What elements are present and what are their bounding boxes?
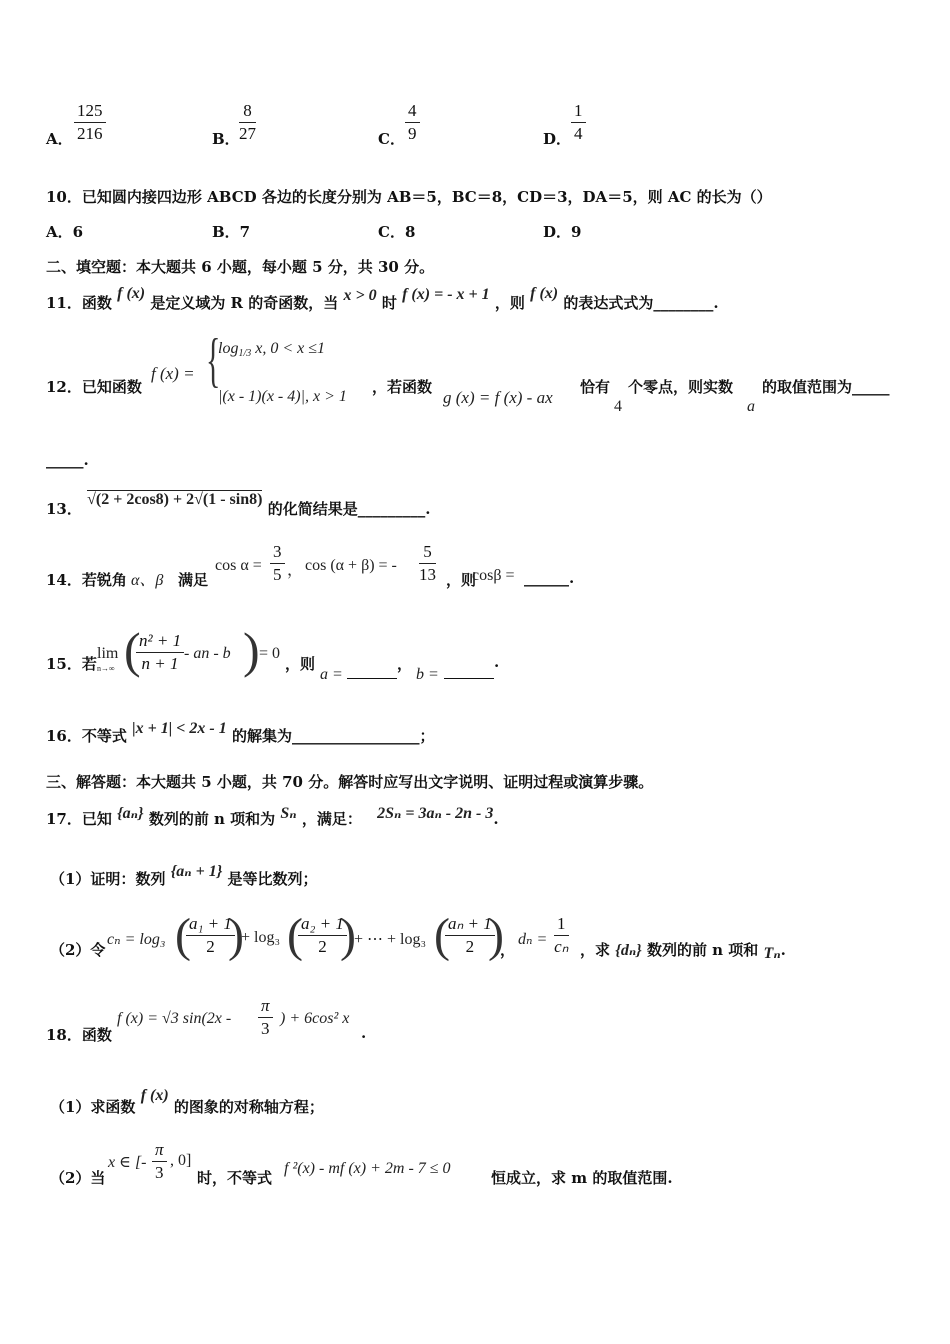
- q18-part2-ineq: f ²(x) - mf (x) + 2m - 7 ≤ 0: [284, 1160, 451, 1177]
- q17-part2-comma: ，: [500, 941, 516, 959]
- q18-fraction: [258, 996, 273, 1039]
- q15-num: n² + 1: [136, 631, 184, 653]
- q13-expr: √(2 + 2cos8) + 2√(1 - sin8): [87, 491, 263, 508]
- q14-cos-alpha: cos α =: [215, 557, 262, 574]
- q11-prefix: 11．函数: [46, 294, 112, 312]
- q10-option-c: C．8: [378, 223, 416, 241]
- q18-part1-prefix: （1）求函数: [50, 1098, 136, 1116]
- q18-part2-frac-num: π: [152, 1140, 167, 1162]
- q15-mid: ，则: [285, 655, 316, 673]
- q14-frac1-den: 5: [273, 565, 282, 584]
- q14-frac1-num: 3: [270, 542, 285, 564]
- q18-expr2: ) + 6cos² x: [280, 1010, 350, 1027]
- q9-option-b-den: 27: [239, 124, 256, 143]
- q17-part2-dn: dₙ =: [518, 931, 548, 948]
- q11-expr: f (x) = - x + 1: [402, 286, 490, 303]
- q9-option-d-num: 1: [571, 101, 586, 123]
- q15-b: b =: [416, 666, 439, 683]
- q11-f2: f (x): [530, 285, 559, 302]
- q17-prefix: 17．已知: [46, 810, 112, 828]
- q12-case1-rest: x, 0 < x ≤1: [255, 340, 326, 357]
- q14-frac1: [270, 542, 285, 585]
- q17-part2-cn: cₙ = log₃: [107, 931, 166, 948]
- q17-part2-term2-den: 2: [318, 937, 327, 956]
- q18-part2-mid: 时，不等式: [197, 1169, 273, 1187]
- q17-part1-prefix: （1）证明：数列: [50, 870, 166, 888]
- q16-suffix: 的解集为_________________；: [231, 727, 435, 745]
- q17-part2-paren3-right: ): [488, 909, 504, 962]
- section-3-heading: 三、解答题：本大题共 5 小题，共 70 分。解答时应写出文字说明、证明过程或演算步骤。: [46, 773, 654, 791]
- q17-part2-dseq: {dₙ}: [615, 942, 642, 959]
- q12-case1-log: log: [218, 340, 239, 357]
- q11-line: [46, 285, 719, 313]
- q12-case1: [218, 340, 325, 359]
- q10-option-d: D．9: [543, 223, 582, 241]
- q11-mid1: 是定义域为 R 的奇函数，当: [150, 294, 339, 312]
- q17-part2-paren3-left: (: [434, 909, 450, 962]
- q12-case2: |(x - 1)(x - 4)|, x > 1: [218, 388, 347, 405]
- q18-frac-num: π: [258, 996, 273, 1018]
- q12-gx: g (x) = f (x) - ax: [443, 388, 553, 407]
- q18-end: .: [361, 1024, 367, 1042]
- q17-part2-term1-num: a₁ + 1: [186, 914, 235, 936]
- q14-prefix: 14．若锐角: [46, 571, 127, 589]
- q18-frac-den: 3: [261, 1019, 270, 1038]
- q12-prefix: 12．已知函数: [46, 378, 142, 396]
- q9-option-d-den: 4: [574, 124, 583, 143]
- q15-end: .: [494, 653, 500, 671]
- q14-frac2: [419, 542, 436, 585]
- q15-prefix: 15．若: [46, 655, 97, 673]
- q14-cos-beta: cosβ =: [472, 567, 515, 584]
- q17-part2-dfrac: [554, 914, 569, 957]
- q12-mid2: 恰有: [580, 378, 611, 396]
- q17-part2-dfrac-num: 1: [554, 914, 569, 936]
- q17-line: [46, 805, 499, 829]
- q11-mid3: ，则: [494, 294, 525, 312]
- q9-option-c-fraction: [405, 101, 420, 144]
- q17-mid2: ，满足：: [301, 810, 362, 828]
- q16-prefix: 16．不等式: [46, 727, 127, 745]
- q17-part2-paren2-right: ): [340, 909, 356, 962]
- q15-paren-left: (: [124, 622, 141, 678]
- q10-option-b: B．7: [212, 223, 251, 241]
- q18-part1-f: f (x): [140, 1087, 169, 1104]
- q15-eq: = 0: [259, 645, 281, 662]
- section-2-heading: 二、填空题：本大题共 6 小题，每小题 5 分，共 30 分。: [46, 258, 435, 276]
- q14-suffix: ______.: [524, 569, 575, 587]
- q12-suffix-continued: _____.: [46, 451, 89, 469]
- q17-part2-mid-text: ，求: [580, 941, 611, 959]
- q9-option-c-letter: C．: [378, 130, 405, 148]
- q12-case1-base: 1/3: [238, 348, 252, 359]
- q15-sep: ，: [397, 655, 413, 673]
- q16-line: [46, 720, 435, 746]
- q15-a-blank[interactable]: [347, 664, 397, 679]
- q15-lim: lim: [97, 645, 119, 662]
- q17-part2-mid: [580, 939, 786, 960]
- q18-prefix: 18．函数: [46, 1026, 112, 1044]
- q17-part2-end: .: [780, 941, 786, 959]
- q9-option-a-fraction: [74, 101, 106, 144]
- q9-option-b-num: 8: [239, 101, 256, 123]
- q10-option-a: A．6: [46, 223, 84, 241]
- q9-option-b-fraction: [239, 101, 256, 144]
- q17-part2-dfrac-den: cₙ: [554, 937, 569, 956]
- q14-comma: ，: [287, 562, 304, 579]
- q17-part2-paren2-left: (: [287, 909, 303, 962]
- q17-part2-term1-den: 2: [206, 937, 215, 956]
- q15-b-blank[interactable]: [444, 664, 494, 679]
- q10-text: 10．已知圆内接四边形 ABCD 各边的长度分别为 AB＝5，BC＝8，CD＝3，DA＝5，则 AC 的长为（）: [46, 188, 772, 206]
- q18-part2-fraction: [152, 1140, 167, 1183]
- q18-part2-x1: x ∈ [-: [108, 1154, 147, 1171]
- q9-option-c-num: 4: [405, 101, 420, 123]
- q13-line: [46, 491, 431, 519]
- q9-option-a-letter: A．: [46, 130, 73, 148]
- q18-part2-x2: , 0]: [170, 1152, 192, 1169]
- q14-frac2-den: 13: [419, 565, 436, 584]
- q9-option-c-den: 9: [408, 124, 417, 143]
- q9-option-b-letter: B．: [212, 130, 240, 148]
- q18-part2-suffix: 恒成立，求 m 的取值范围.: [491, 1169, 673, 1187]
- q17-part1: [50, 863, 318, 889]
- q11-cond: x > 0: [343, 287, 377, 304]
- q15-rest: - an - b: [184, 645, 231, 662]
- q18-expr1: f (x) = √3 sin(2x -: [117, 1010, 232, 1027]
- q14-frac2-num: 5: [419, 542, 436, 564]
- q17-part2-plus1: + log₃: [241, 929, 281, 946]
- q17-relation: 2Sₙ = 3aₙ - 2n - 3: [377, 805, 494, 822]
- q17-end: .: [493, 810, 499, 828]
- q16-expr: |x + 1| < 2x - 1: [132, 720, 227, 737]
- q11-suffix: 的表达式式为________.: [563, 294, 719, 312]
- q11-mid2: 时: [381, 294, 397, 312]
- q12-suffix: 的取值范围为_____: [762, 378, 890, 396]
- q17-part1-seq: {aₙ + 1}: [170, 863, 223, 880]
- q17-part2-term2-num: a₂ + 1: [298, 914, 347, 936]
- q15-a: a =: [320, 666, 343, 683]
- q13-suffix: 的化简结果是_________.: [267, 500, 431, 518]
- q9-option-d-letter: D．: [543, 130, 572, 148]
- q12-a: a: [747, 398, 755, 415]
- q12-mid1: ，若函数: [372, 378, 433, 396]
- q17-part2-term3-den: 2: [465, 937, 475, 956]
- q14-cos-alpha-beta: cos (α + β) = -: [305, 557, 397, 574]
- q17-an: {aₙ}: [117, 805, 144, 822]
- q17-mid1: 数列的前 n 项和为: [148, 810, 276, 828]
- q15-lim-sub: n→∞: [97, 664, 115, 673]
- q13-prefix: 13．: [46, 500, 82, 518]
- q12-fx: f (x) =: [151, 364, 195, 383]
- q17-part2-paren1-right: ): [228, 909, 244, 962]
- q11-f: f (x): [117, 285, 146, 302]
- q17-part2-paren1-left: (: [175, 909, 191, 962]
- q9-option-d-fraction: [571, 101, 586, 144]
- q18-part1-suffix: 的图象的对称轴方程；: [173, 1098, 324, 1116]
- q17-part2-dots: + ⋯ + log₃: [354, 931, 427, 948]
- q12-brace: {: [206, 327, 221, 393]
- q14-mid2: ，则: [446, 571, 477, 589]
- q18-part1: [50, 1087, 324, 1117]
- q15-paren-right: ): [243, 622, 260, 678]
- q17-sn: Sₙ: [280, 805, 297, 822]
- q18-part2-prefix: （2）当: [50, 1169, 106, 1187]
- q18-part2-frac-den: 3: [155, 1163, 164, 1182]
- q14-greek: α、β: [131, 572, 164, 589]
- q17-part2-suffix: 数列的前 n 项和: [646, 941, 759, 959]
- q9-option-a-den: 216: [77, 124, 103, 143]
- q17-part2-prefix: （2）令: [50, 941, 106, 959]
- q9-option-a-num: 125: [74, 101, 106, 123]
- q15-den: n + 1: [141, 654, 179, 673]
- q17-part2-term3-num: aₙ + 1: [445, 914, 495, 936]
- q17-part2-tn: Tₙ: [763, 945, 781, 962]
- q15-fraction: [136, 631, 184, 674]
- q12-four: 4: [614, 398, 622, 415]
- q12-mid3: 个零点，则实数: [628, 378, 734, 396]
- q14-mid: 满足: [178, 571, 209, 589]
- q17-part1-suffix: 是等比数列；: [227, 870, 318, 888]
